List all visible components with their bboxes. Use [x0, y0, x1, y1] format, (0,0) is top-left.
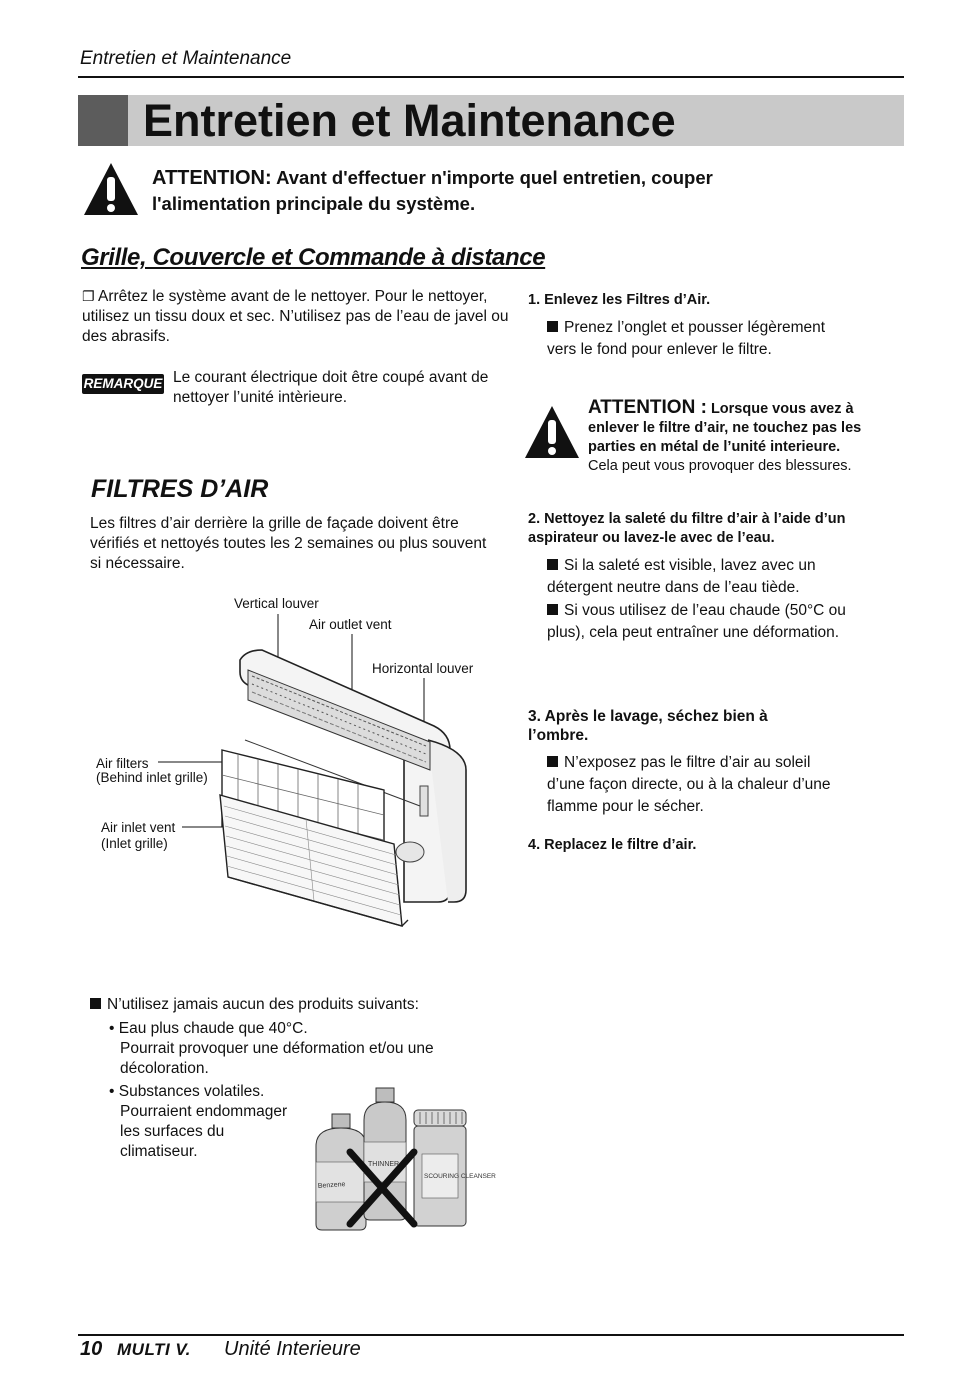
- step1-heading: 1. Enlevez les Filtres d’Air.: [528, 292, 711, 308]
- never-use-item1-title: • Eau plus chaude que 40°C.: [109, 1020, 308, 1037]
- warning-icon: [83, 161, 139, 217]
- page-title: Entretien et Maintenance: [143, 95, 676, 146]
- never-use-item2-text: Pourraient endommager les surfaces du climatiseur.: [120, 1103, 288, 1160]
- benzene-label: Benzene: [317, 1181, 346, 1190]
- never-use-item1-text: Pourrait provoquer une déformation et/ou une décoloration.: [120, 1040, 434, 1077]
- square-bullet-icon: [90, 998, 101, 1009]
- step2-heading: 2. Nettoyez la saleté du filtre d’air à l’aide d’un aspirateur ou lavez-le avec de l’eau.: [528, 511, 846, 546]
- section-heading: Grille, Couvercle et Commande à distance: [81, 244, 546, 271]
- label-air-inlet-vent: Air inlet vent: [101, 820, 176, 835]
- running-header: Entretien et Maintenance: [80, 48, 292, 69]
- header-rule: [78, 76, 904, 78]
- attention2-text: Cela peut vous provoquer des blessures.: [588, 458, 852, 474]
- square-bullet-icon: [547, 604, 558, 615]
- step3-bullet1: [547, 752, 847, 818]
- step4-heading: 4. Replacez le filtre d’air.: [528, 837, 697, 853]
- never-use-intro: [90, 995, 490, 1015]
- attention-text: Avant d'effectuer n'importe quel entretien, couper l'alimentation principale du système.: [152, 167, 713, 214]
- square-bullet-icon: [547, 321, 558, 332]
- checkbox-bullet-icon: ❐: [82, 288, 95, 304]
- attention-step1: [588, 398, 888, 476]
- never-use-item2-title: • Substances volatiles.: [109, 1083, 265, 1100]
- label-air-filters: Air filters: [96, 756, 149, 771]
- filtres-text: Les filtres d’air derrière la grille de façade doivent être vérifiés et nettoyés toutes les 2 semaines ou plus souvent si nécessaire.: [90, 515, 487, 572]
- warning-icon: [524, 404, 580, 460]
- section-intro: [82, 286, 510, 347]
- label-vertical-louver: Vertical louver: [234, 596, 319, 611]
- attention-label: ATTENTION:: [152, 167, 272, 189]
- footer-rule: [78, 1334, 904, 1336]
- step3-heading: 3. Après le lavage, séchez bien à l’ombre.: [528, 708, 768, 744]
- section-intro-text: Arrêtez le système avant de le nettoyer. Pour le nettoyer, utilisez un tissu doux et sec. N’utilisez pas de l’eau de javel ou des abrasifs.: [82, 288, 509, 345]
- filtres-heading: FILTRES D’AIR: [91, 475, 269, 503]
- step2-bullet1-text: Si la saleté est visible, lavez avec un détergent neutre dans de l’eau tiède.: [547, 557, 816, 596]
- square-bullet-icon: [547, 756, 558, 767]
- chemical-bottles-illustration: [310, 1084, 496, 1232]
- thinner-label: THINNER: [368, 1161, 400, 1168]
- indoor-unit-diagram: [90, 590, 510, 950]
- label-air-filters-sub: (Behind inlet grille): [96, 770, 208, 785]
- footer-subtitle: Unité Interieure: [224, 1338, 361, 1360]
- never-use-intro-text: N’utilisez jamais aucun des produits suivants:: [107, 996, 419, 1013]
- remarque-text: Le courant électrique doit être coupé avant de nettoyer l’unité intèrieure.: [173, 369, 489, 406]
- attention2-bold: Lorsque vous avez à enlever le filtre d’air, ne touchez pas les parties en métal de l’unité interieure.: [588, 401, 862, 455]
- attention2-label: ATTENTION :: [588, 397, 707, 418]
- step1-text-body: Prenez l’onglet et pousser légèrement vers le fond pour enlever le filtre.: [547, 319, 826, 358]
- square-bullet-icon: [547, 559, 558, 570]
- step2-bullet2: [547, 600, 867, 644]
- step2-bullet2-text: Si vous utilisez de l’eau chaude (50°C ou plus), cela peut entraîner une déformation.: [547, 602, 846, 641]
- cleanser-label: SCOURING CLEANSER: [424, 1173, 496, 1180]
- remarque-badge: REMARQUE: [82, 374, 164, 394]
- label-air-outlet-vent: Air outlet vent: [309, 617, 392, 632]
- attention-main: [152, 165, 832, 216]
- cleanser-can: [414, 1110, 496, 1226]
- step3-bullet1-text: N’exposez pas le filtre d’air au soleil d’une façon directe, ou à la chaleur d’une flamme pour le sécher.: [547, 754, 831, 815]
- step1-text: [547, 317, 847, 361]
- title-bar-accent: [78, 95, 128, 146]
- label-air-inlet-vent-sub: (Inlet grille): [101, 836, 168, 851]
- page-number: 10: [80, 1338, 103, 1360]
- brand-logo: MULTI V.: [117, 1340, 191, 1359]
- label-horizontal-louver: Horizontal louver: [372, 661, 474, 676]
- step2-bullet1: [547, 555, 867, 599]
